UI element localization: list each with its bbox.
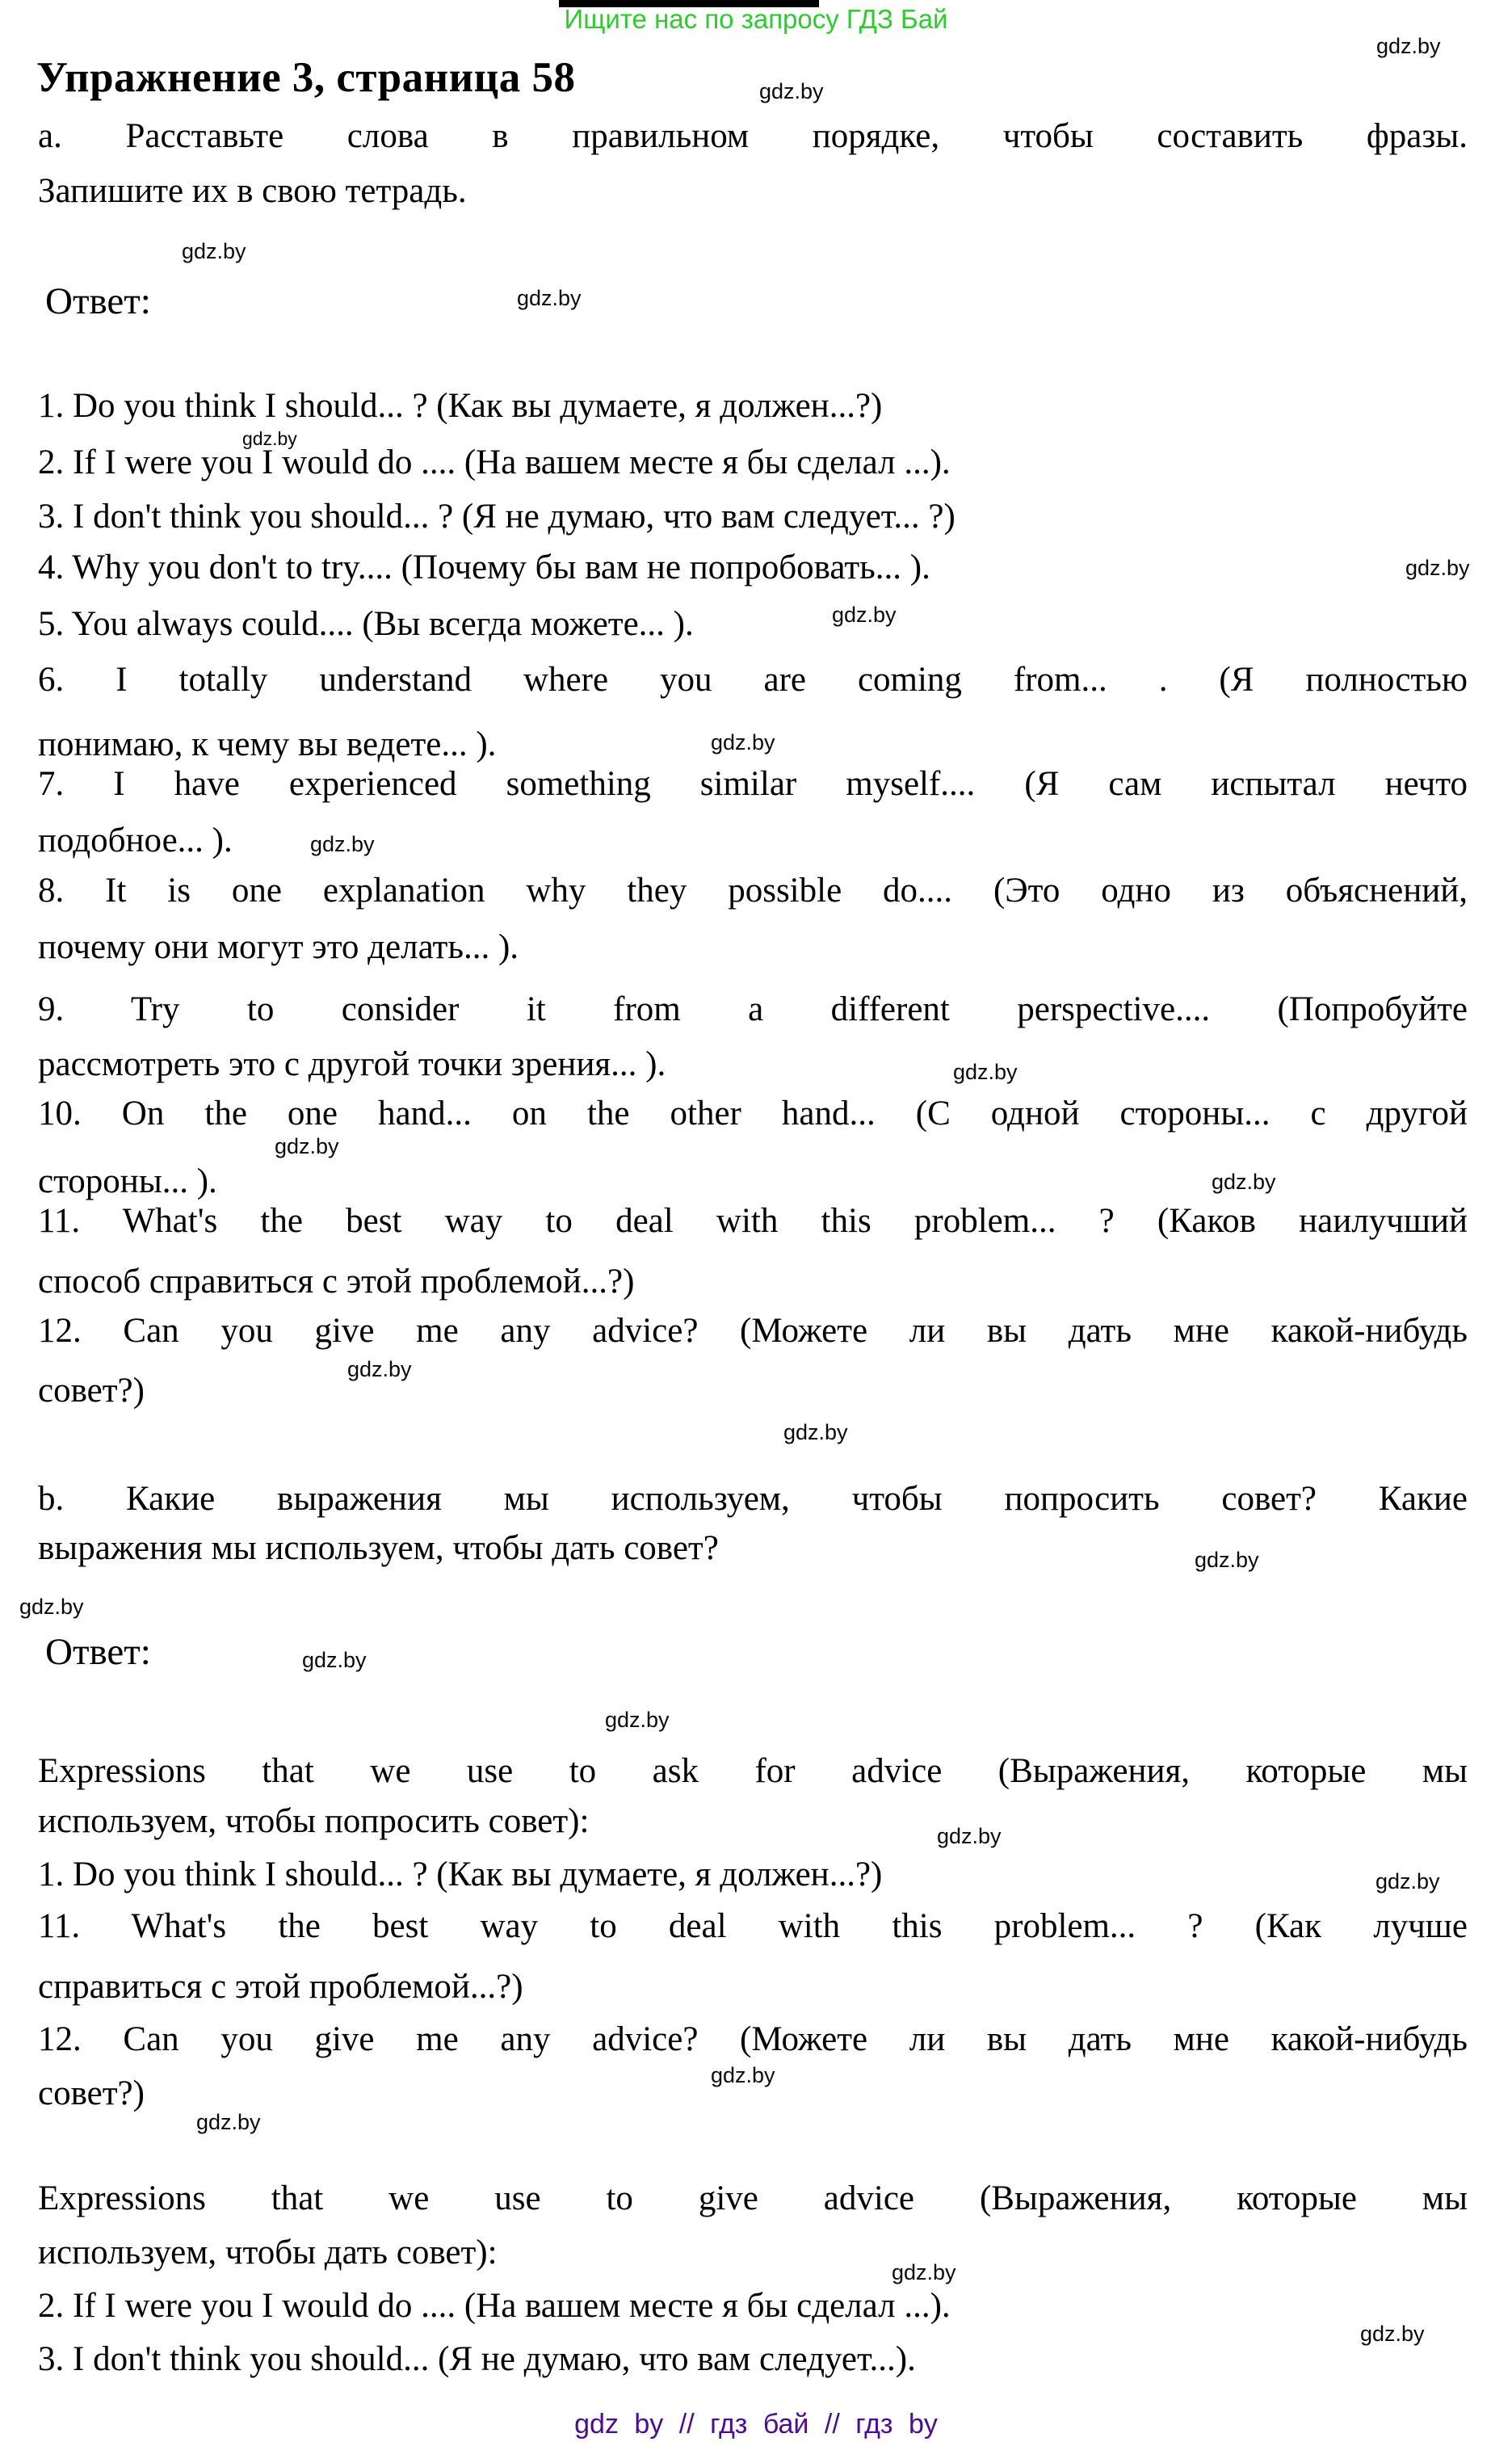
list-a-item-10-line-1: 10. On the one hand... on the other hand... (С одной стороны... с другой <box>38 1095 1468 1133</box>
watermark: gdz.by <box>892 2260 956 2284</box>
watermark: gdz.by <box>759 79 824 103</box>
list-a-item-7-line-1: 7. I have experienced something similar myself.... (Я сам испытал нечто <box>38 765 1468 803</box>
watermark: gdz.by <box>302 1648 367 1672</box>
list-a-item-10-line-2: стороны... ). <box>38 1162 217 1200</box>
footer-site-line: gdz by // гдз бай // гдз by <box>574 2409 938 2440</box>
watermark: gdz.by <box>347 1357 412 1381</box>
list-a-item-3: 3. I don't think you should... ? (Я не думаю, что вам следует... ?) <box>38 498 956 536</box>
watermark: gdz.by <box>1376 34 1441 58</box>
answer-label-a: Ответ: <box>45 280 151 322</box>
watermark: gdz.by <box>19 1595 84 1619</box>
give-intro-line-2: используем, чтобы дать совет): <box>38 2234 498 2272</box>
list-a-item-2: 2. If I were you I would do .... (На вашем месте я бы сделал ...). <box>38 443 951 481</box>
list-a-item-6-line-2: понимаю, к чему вы ведете... ). <box>38 725 497 763</box>
watermark: gdz.by <box>1376 1869 1440 1893</box>
watermark: gdz.by <box>182 239 246 263</box>
give-item-3: 3. I don't think you should... (Я не думаю, что вам следует...). <box>38 2340 916 2378</box>
site-banner: Ищите нас по запросу ГДЗ Бай <box>564 4 948 34</box>
list-a-item-8-line-1: 8. It is one explanation why they possible do.... (Это одно из объяснений, <box>38 872 1468 910</box>
watermark: gdz.by <box>711 2063 775 2087</box>
list-a-item-11-line-2: способ справиться с этой проблемой...?) <box>38 1263 635 1301</box>
list-a-item-12-line-1: 12. Can you give me any advice? (Можете ли вы дать мне какой-нибудь <box>38 1312 1468 1350</box>
ask-intro-line-2: используем, чтобы попросить совет): <box>38 1802 590 1840</box>
watermark: gdz.by <box>937 1824 1002 1848</box>
task-a-line-2: Запишите их в свою тетрадь. <box>38 172 467 210</box>
watermark: gdz.by <box>783 1420 848 1444</box>
give-item-2: 2. If I were you I would do .... (На вашем месте я бы сделал ...). <box>38 2287 951 2325</box>
watermark: gdz.by <box>605 1708 670 1732</box>
task-a-line-1: a. Расставьте слова в правильном порядке, чтобы составить фразы. <box>38 117 1468 155</box>
list-a-item-9-line-1: 9. Try to consider it from a different perspective.... (Попробуйте <box>38 990 1468 1028</box>
list-a-item-11-line-1: 11. What's the best way to deal with this problem... ? (Каков наилучший <box>38 1202 1468 1240</box>
watermark: gdz.by <box>1405 556 1470 580</box>
list-a-item-12-line-2: совет?) <box>38 1372 145 1410</box>
watermark: gdz.by <box>275 1134 339 1158</box>
list-a-item-8-line-2: почему они могут это делать... ). <box>38 928 519 966</box>
list-a-item-1: 1. Do you think I should... ? (Как вы думаете, я должен...?) <box>38 387 883 425</box>
watermark: gdz.by <box>1195 1548 1259 1572</box>
watermark: gdz.by <box>1360 2322 1425 2346</box>
list-a-item-5: 5. You always could.... (Вы всегда можете... ). <box>38 605 694 643</box>
watermark: gdz.by <box>310 832 375 856</box>
watermark: gdz.by <box>517 286 582 310</box>
ask-item-12-line-1: 12. Can you give me any advice? (Можете ли вы дать мне какой-нибудь <box>38 2020 1468 2058</box>
ask-intro-line-1: Expressions that we use to ask for advice (Выражения, которые мы <box>38 1752 1468 1790</box>
watermark: gdz.by <box>242 428 297 449</box>
answer-label-b: Ответ: <box>45 1631 151 1673</box>
ask-item-11-line-1: 11. What's the best way to deal with this problem... ? (Как лучше <box>38 1907 1468 1945</box>
list-a-item-4: 4. Why you don't to try.... (Почему бы вам не попробовать... ). <box>38 548 930 586</box>
task-b-line-2: выражения мы используем, чтобы дать совет? <box>38 1529 719 1567</box>
list-a-item-9-line-2: рассмотреть это с другой точки зрения... ). <box>38 1045 666 1083</box>
list-a-item-6-line-1: 6. I totally understand where you are coming from... . (Я полностью <box>38 661 1468 699</box>
watermark: gdz.by <box>953 1060 1018 1084</box>
watermark: gdz.by <box>711 730 775 754</box>
give-intro-line-1: Expressions that we use to give advice (Выражения, которые мы <box>38 2179 1468 2217</box>
watermark: gdz.by <box>196 2110 261 2134</box>
watermark: gdz.by <box>832 603 897 627</box>
ask-item-12-line-2: совет?) <box>38 2074 145 2112</box>
watermark: gdz.by <box>1212 1170 1276 1194</box>
list-a-item-7-line-2: подобное... ). <box>38 822 233 859</box>
ask-item-11-line-2: справиться с этой проблемой...?) <box>38 1968 523 2006</box>
task-b-line-1: b. Какие выражения мы используем, чтобы попросить совет? Какие <box>38 1480 1468 1518</box>
exercise-title: Упражнение 3, страница 58 <box>36 54 576 101</box>
ask-item-1: 1. Do you think I should... ? (Как вы думаете, я должен...?) <box>38 1856 883 1893</box>
